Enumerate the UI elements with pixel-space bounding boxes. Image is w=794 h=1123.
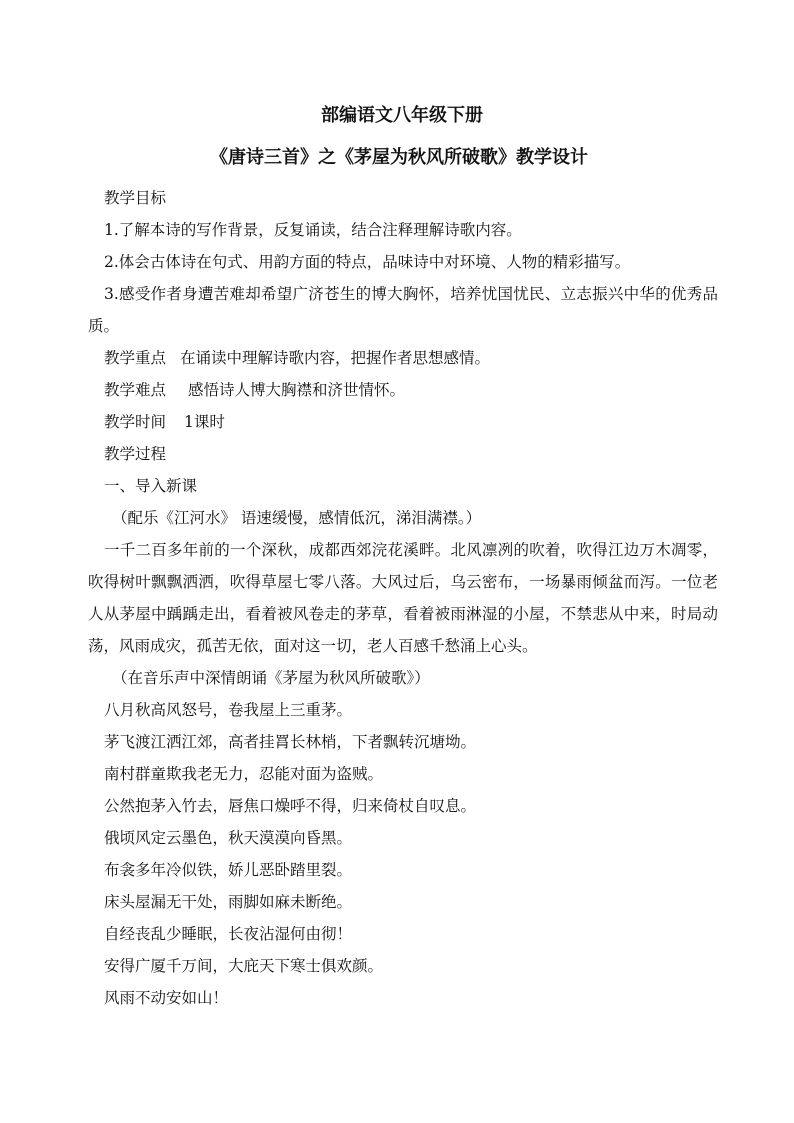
poem-line: 安得广厦千万间，大庇天下寒士俱欢颜。 (104, 957, 384, 975)
poem-line: 俄顷风定云墨色，秋天漠漠向昏黑。 (104, 829, 353, 847)
key-point-label: 教学重点 (104, 349, 167, 367)
poem-line: 公然抱茅入竹去，唇焦口燥呼不得，归来倚杖自叹息。 (104, 797, 477, 815)
goal-item-1: 1.了解本诗的写作背景，反复诵读，结合注释理解诗歌内容。 (104, 221, 522, 239)
goal-item-3: 3.感受作者身遭苦难却希望广济苍生的博大胸怀，培养忧国忧民、立志振兴中华的优秀品质。 (88, 285, 718, 335)
poem-line: 南村群童欺我老无力，忍能对面为盗贼。 (104, 765, 384, 783)
difficulty-text: 感悟诗人博大胸襟和济世情怀。 (188, 381, 406, 399)
poem-line: 床头屋漏无干处，雨脚如麻未断绝。 (104, 893, 353, 911)
process-heading: 教学过程 (104, 445, 167, 463)
document-title-grade: 部编语文八年级下册 (321, 105, 483, 126)
goals-heading: 教学目标 (104, 189, 167, 207)
poem-line: 布衾多年冷似铁，娇儿恶卧踏里裂。 (104, 861, 353, 879)
document-body (88, 182, 718, 1014)
key-point-text: 在诵读中理解诗歌内容，把握作者思想感情。 (180, 349, 491, 367)
recite-note: （在音乐声中深情朗诵《茅屋为秋风所破歌》） (112, 669, 430, 687)
poem-line: 风雨不动安如山！ (104, 989, 229, 1007)
difficulty-label: 教学难点 (104, 381, 167, 399)
poem-line: 八月秋高风怒号，卷我屋上三重茅。 (104, 701, 353, 719)
difficulty-row (88, 374, 718, 406)
key-point-row (88, 342, 718, 374)
poem-line: 茅飞渡江洒江郊，高者挂罥长林梢，下者飘转沉塘坳。 (104, 733, 477, 751)
time-row (88, 406, 718, 438)
time-text: 1课时 (184, 413, 225, 431)
music-note: （配乐《江河水》 语速缓慢，感情低沉，涕泪满襟。） (112, 509, 482, 527)
goal-item-2: 2.体会古体诗在句式、用韵方面的特点，品味诗中对环境、人物的精彩描写。 (104, 253, 631, 271)
section-1-heading: 一、导入新课 (104, 477, 198, 495)
intro-paragraph: 一千二百多年前的一个深秋，成都西郊浣花溪畔。北风凛冽的吹着，吹得江边万木凋零，吹得树叶飘飘洒洒，吹得草屋七零八落。大风过后，乌云密布，一场暴雨倾盆而泻。一位老人从茅屋中踽踽走出，看着被风卷走的茅草，看着被雨淋湿的小屋，不禁悲从中来，时局动荡，风雨成灾，孤苦无依，面对这一切，老人百感千愁涌上心头。 (88, 541, 718, 655)
document-title-lesson: 《唐诗三首》之《茅屋为秋风所破歌》教学设计 (210, 147, 588, 168)
poem-line: 自经丧乱少睡眠，长夜沾湿何由彻！ (104, 925, 353, 943)
time-label: 教学时间 (104, 413, 167, 431)
